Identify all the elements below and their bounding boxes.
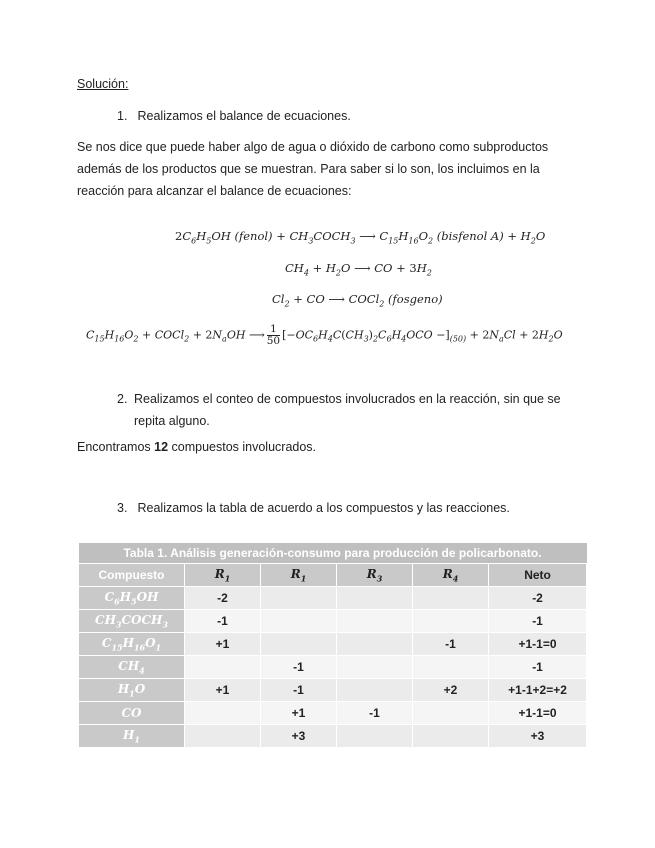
cell-r2: -1 — [261, 656, 337, 679]
step-1-number: 1. — [117, 109, 128, 123]
bisfenol-label: (bisfenol A) — [436, 229, 504, 243]
cell-r4 — [413, 587, 489, 610]
cell-r2 — [261, 633, 337, 656]
found-prefix: Encontramos — [77, 440, 155, 454]
equation-2: $CH_4 + H_2O$ ⟶ CO + $3H_2$ — [285, 261, 432, 278]
intro-line-2: además de los productos que se muestran. Para saber si lo son, los incluimos en la — [77, 162, 540, 176]
cell-r1: -1 — [185, 610, 261, 633]
cell-r2: +1 — [261, 702, 337, 725]
cell-r4 — [413, 656, 489, 679]
cell-neto: -1 — [489, 610, 587, 633]
intro-paragraph — [77, 136, 582, 202]
step-3-number: 3. — [117, 501, 128, 515]
cell-neto: -2 — [489, 587, 587, 610]
cell-r3 — [337, 587, 413, 610]
equation-1: $2C_6H_5OH$ (fenol) + $CH_3COCH_3$ ⟶ $C_{15}H_{16}O_2$ (bisfenol $A) + H_2O$ — [175, 229, 546, 246]
step-2-number: 2. — [117, 392, 128, 406]
cell-r3 — [337, 633, 413, 656]
compound-c6h5oh: $C_6H_5OH$ — [79, 587, 185, 610]
cell-r4: +2 — [413, 679, 489, 702]
cell-r3 — [337, 679, 413, 702]
table-row — [79, 610, 587, 633]
fenol-label: (fenol) — [234, 229, 273, 243]
step-3 — [117, 501, 510, 515]
cell-neto: -1 — [489, 656, 587, 679]
compound-h1: $H_1$ — [79, 725, 185, 748]
equation-3: $Cl_2$ + CO ⟶ COCl$_2$ (fosgeno) — [272, 292, 443, 309]
cell-r1: -2 — [185, 587, 261, 610]
table-row — [79, 702, 587, 725]
cell-r1 — [185, 725, 261, 748]
compound-co: CO — [79, 702, 185, 725]
cell-r4 — [413, 610, 489, 633]
cell-r1: +1 — [185, 633, 261, 656]
table-row — [79, 633, 587, 656]
found-suffix: compuestos involucrados. — [168, 440, 317, 454]
cell-neto: +3 — [489, 725, 587, 748]
col-header-r1: $R_1$ — [185, 564, 261, 587]
intro-line-1: Se nos dice que puede haber algo de agua o dióxido de carbono como subproductos — [77, 140, 549, 154]
cell-r4: -1 — [413, 633, 489, 656]
compound-c15h16o1: $C_{15}H_{16}O_1$ — [79, 633, 185, 656]
col-header-compuesto: Compuesto — [79, 564, 185, 587]
cell-r1: +1 — [185, 679, 261, 702]
table-row — [79, 725, 587, 748]
cell-r2 — [261, 610, 337, 633]
table-row — [79, 679, 587, 702]
cell-r4 — [413, 702, 489, 725]
step-2-text: Realizamos el conteo de compuestos involucrados en la reacción, sin que se repita alguno. — [134, 392, 561, 428]
compound-h1o: $H_1O$ — [79, 679, 185, 702]
col-header-r4: $R_4$ — [413, 564, 489, 587]
table-row — [79, 587, 587, 610]
equation-4: $C_{15}H_{16}O_2$ + COCl$_2$ + $2N_aOH$ ⟶ $\frac{1}{50}$ $[-OC_6H_4C(CH_3)_2C_6H_4OCO -]_{(50)} + 2N_aCl + 2H_2O$ — [86, 323, 563, 347]
compound-count-sentence — [77, 440, 316, 454]
cell-r3: -1 — [337, 702, 413, 725]
generation-consumption-table — [78, 543, 587, 748]
fraction-denominator: 50 — [266, 335, 281, 347]
step-1 — [117, 109, 351, 123]
step-1-text: Realizamos el balance de ecuaciones. — [137, 109, 351, 123]
cell-r3 — [337, 610, 413, 633]
cell-r1 — [185, 702, 261, 725]
cell-neto: +1-1=0 — [489, 702, 587, 725]
cell-r1 — [185, 656, 261, 679]
compound-ch4: $CH_4$ — [79, 656, 185, 679]
cell-r3 — [337, 725, 413, 748]
cell-r2: +3 — [261, 725, 337, 748]
cell-r3 — [337, 656, 413, 679]
fraction — [267, 324, 280, 347]
fosgeno-label: (fosgeno) — [388, 292, 443, 306]
cell-neto: +1-1+2=+2 — [489, 679, 587, 702]
cell-r2 — [261, 587, 337, 610]
intro-line-3: reacción para alcanzar el balance de ecuaciones: — [77, 184, 352, 198]
step-3-text: Realizamos la tabla de acuerdo a los compuestos y las reacciones. — [137, 501, 510, 515]
col-header-r2: $R_1$ — [261, 564, 337, 587]
table-caption: Tabla 1. Análisis generación-consumo para producción de policarbonato. — [79, 543, 587, 564]
solution-heading: Solución: — [77, 77, 129, 91]
compound-ch3coch3: $CH_3COCH_3$ — [79, 610, 185, 633]
found-count: 12 — [154, 440, 169, 454]
step-2 — [117, 388, 587, 432]
col-header-r3: $R_3$ — [337, 564, 413, 587]
cell-r4 — [413, 725, 489, 748]
col-header-neto: Neto — [489, 564, 587, 587]
table-row — [79, 656, 587, 679]
cell-r2: -1 — [261, 679, 337, 702]
cell-neto: +1-1=0 — [489, 633, 587, 656]
fraction-numerator: 1 — [267, 324, 280, 336]
